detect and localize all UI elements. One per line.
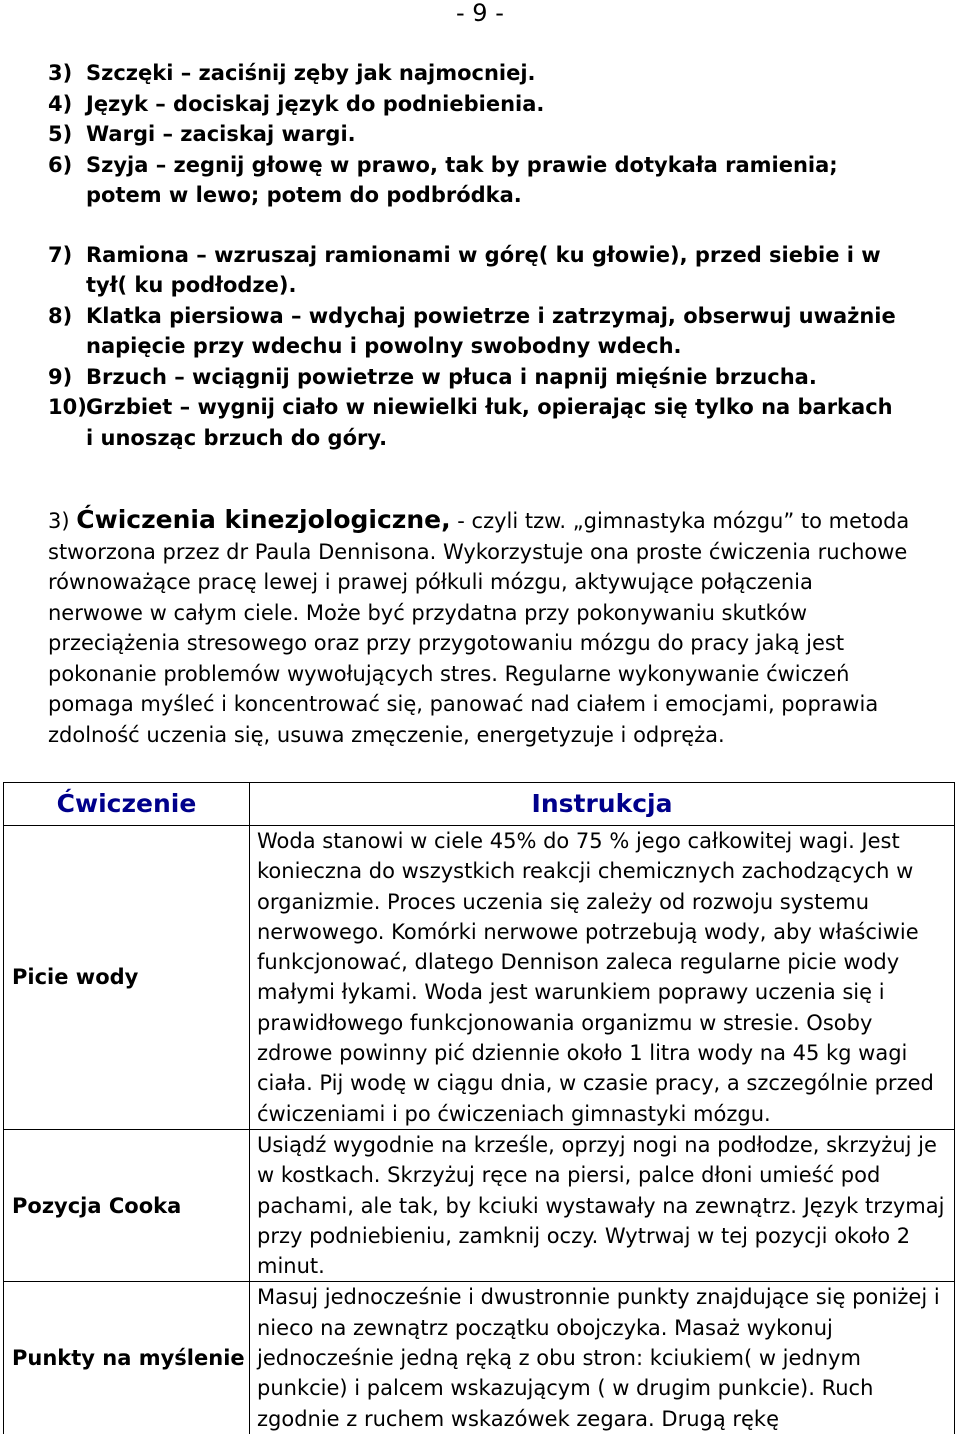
exercise-instruction: Masuj jednocześnie i dwustronnie punkty znajdujące się poniżej i nieco na zewnątrz początku obojczyka. Masaż wykonuj jednocześnie jedną ręką z obu stron: kciukiem( w jednym punkcie) i palcem wskazującym ( w drugim punkcie). Ruch zgodnie z ruchem wskazówek zegara. Drugą rękę — [250, 1282, 955, 1434]
list-item-number: 10) — [48, 395, 87, 419]
section-body-line: zdolność uczenia się, usuwa zmęczenie, energetyzuje i odpręża. — [48, 722, 725, 747]
exercise-name: Pozycja Cooka — [4, 1129, 250, 1281]
column-header-instruction — [250, 783, 955, 826]
exercise-instruction: Woda stanowi w ciele 45% do 75 % jego całkowitej wagi. Jest konieczna do wszystkich reakcji chemicznych zachodzących w organizmie. Proces uczenia się zależy od rozwoju systemu nerwowego. Komórki nerwowe potrzebują wody, aby właściwie funkcjonować, dlatego Dennison zaleca regularne picie wody małymi łykami. Woda jest warunkiem poprawy uczenia się i prawidłowego funkcjonowania organizmu w stresie. Osoby zdrowe powinny pić dziennie około 1 litra wody na 45 kg wagi ciała. Pij wodę w ciągu dnia, w czasie pracy, a szczególnie przed ćwiczeniami i po ćwiczeniach gimnastyki mózgu. — [250, 826, 955, 1130]
section-body-line: stworzona przez dr Paula Dennisona. Wykorzystuje ona proste ćwiczenia ruchowe — [48, 539, 908, 564]
list-item-text: Szczęki – zaciśnij zęby jak najmocniej. — [86, 61, 536, 85]
list-item-text: Ramiona – wzruszaj ramionami w górę( ku głowie), przed siebie i w — [86, 242, 881, 267]
exercise-list — [48, 58, 948, 453]
list-item-continuation: i unosząc brzuch do góry. — [86, 425, 388, 450]
table-header-row — [4, 783, 955, 826]
section-kinesiology — [48, 505, 948, 750]
column-header-instruction-label: Instrukcja — [531, 788, 673, 818]
list-item-number: 7) — [48, 242, 73, 267]
column-header-exercise-label: Ćwiczenie — [56, 788, 197, 818]
section-body-line: pokonanie problemów wywołujących stres. Regularne wykonywanie ćwiczeń — [48, 661, 850, 686]
page-number: - 9 - — [456, 0, 504, 27]
list-item-text: Brzuch – wciągnij powietrze w płuca i napnij mięśnie brzucha. — [86, 364, 817, 389]
table-row — [4, 826, 955, 1130]
section-first-line — [48, 505, 948, 537]
list-item — [48, 240, 948, 301]
exercise-table — [3, 782, 955, 1434]
list-item-text: Szyja – zegnij głowę w prawo, tak by prawie dotykała ramienia; — [86, 152, 838, 177]
list-item-number: 9) — [48, 364, 73, 389]
list-item-number: 3) — [48, 61, 73, 85]
table-row — [4, 1282, 955, 1434]
exercise-name: Picie wody — [4, 826, 250, 1130]
section-heading: Ćwiczenia kinezjologiczne, — [76, 505, 451, 534]
list-item-number: 6) — [48, 152, 73, 177]
list-item-number: 5) — [48, 122, 73, 146]
list-item-continuation: tył( ku podłodze). — [86, 273, 297, 297]
column-header-exercise — [4, 783, 250, 826]
list-item-continuation: potem w lewo; potem do podbródka. — [86, 183, 522, 207]
section-body-line: przeciążenia stresowego oraz przy przygotowaniu mózgu do pracy jaką jest — [48, 631, 845, 655]
list-item — [48, 89, 948, 120]
list-item — [48, 392, 948, 453]
list-item — [48, 362, 948, 393]
section-body-line: równoważące pracę lewej i prawej półkuli mózgu, aktywujące połączenia — [48, 570, 813, 594]
section-number: 3) — [48, 509, 70, 533]
list-item-number: 8) — [48, 303, 73, 328]
list-item-text: Wargi – zaciskaj wargi. — [86, 122, 356, 146]
section-body-line: nerwowe w całym ciele. Może być przydatna przy pokonywaniu skutków — [48, 600, 807, 625]
list-item — [48, 301, 948, 362]
list-item-number: 4) — [48, 91, 73, 116]
list-item — [48, 150, 948, 211]
list-item-text: Język – dociskaj język do podniebienia. — [86, 91, 545, 116]
exercise-name: Punkty na myślenie — [4, 1282, 250, 1434]
list-item — [48, 119, 948, 150]
table-row — [4, 1129, 955, 1281]
list-item-continuation: napięcie przy wdechu i powolny swobodny wdech. — [86, 334, 682, 358]
list-item-text: Grzbiet – wygnij ciało w niewielki łuk, opierając się tylko na barkach — [86, 395, 893, 419]
list-item-text: Klatka piersiowa – wdychaj powietrze i zatrzymaj, obserwuj uważnie — [86, 303, 896, 328]
section-body-line: - czyli tzw. „gimnastyka mózgu” to metoda — [457, 509, 910, 533]
exercise-instruction: Usiądź wygodnie na krześle, oprzyj nogi na podłodze, skrzyżuj je w kostkach. Skrzyżuj ręce na piersi, palce dłoni umieść pod pachami, ale tak, by kciuki wystawały na zewnątrz. Język trzymaj przy podniebieniu, zamknij oczy. Wytrwaj w tej pozycji około 2 minut. — [250, 1129, 955, 1281]
section-body-line: pomaga myśleć i koncentrować się, panować nad ciałem i emocjami, poprawia — [48, 692, 879, 716]
list-item — [48, 58, 948, 89]
